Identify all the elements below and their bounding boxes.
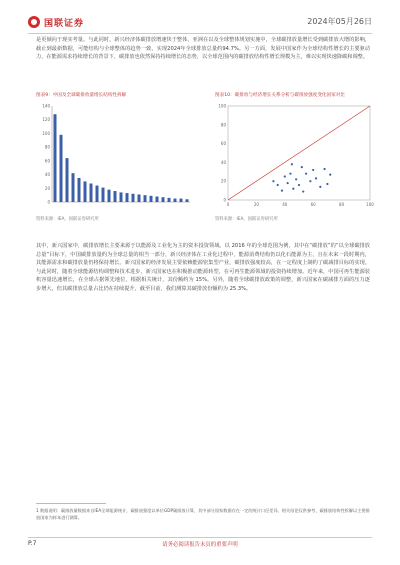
scatter-y-tick-label: 60 — [220, 141, 226, 147]
page-number: P.7 — [28, 540, 37, 547]
scatter-x-tick-label: 100 — [366, 202, 374, 207]
bar-y-tick-label: 0 — [47, 199, 50, 205]
scatter-x-tick-label: 60 — [310, 202, 316, 207]
bar-mark — [54, 114, 57, 202]
bar-mark — [96, 186, 99, 202]
scatter-x-tick-label: 20 — [253, 202, 259, 207]
scatter-point — [319, 186, 321, 188]
figure-left-title: 图表9：中国及全球碳排放量增长结构性拆解 — [36, 93, 127, 98]
scatter-y-tick-label: 0 — [223, 197, 226, 203]
bar-mark — [60, 135, 63, 202]
bar-mark — [138, 194, 141, 202]
scatter-point — [289, 173, 291, 175]
brand-logo — [28, 14, 84, 30]
bar-mark — [114, 191, 117, 202]
bar-mark — [120, 192, 123, 202]
scatter-x-tick-label: 0 — [226, 202, 230, 207]
scatter-point — [272, 180, 274, 182]
scatter-point — [302, 190, 304, 192]
scatter-y-tick-label: 20 — [220, 178, 226, 184]
bar-mark — [156, 197, 159, 202]
scatter-point — [277, 184, 279, 186]
report-date: 2024年05月26日 — [307, 17, 372, 26]
footnote-divider — [36, 503, 106, 504]
body-paragraph-1: 是更倾向于现实考量。与此同时，新兴经济体碳排放增速快于整体，亚洲在以及全球整体规划实施中，全球碳排放量增长受到碳排放大增的影响，截止到最新数据，可能结构与全球整体的趋势一致，实现2024年全球排放总量约94.7%。另一方面，发展中国家作为全球结构性增长的主要驱动力，在能源需求持续增长的背景下，碳排放也依然保持持续增长的态势，以全球范围内的碳排放结构性增长规模为主，难以实现快速降碳和调整。 — [36, 37, 370, 61]
scatter-y-tick-label: 100 — [218, 103, 226, 109]
scatter-point — [305, 173, 307, 175]
bar-y-tick-label: 100 — [42, 130, 50, 136]
body-paragraph-2: 其中，新兴国家中，碳排放增长主要来源于以能源及工业化为主的资本投资领域。以 2016 年的全球范围为例，其中在“碳排放”的“以全球碳排放总量”目标下，中国碳排放量约为全球总量的相当一部分，新兴经济体在工业化过程中，能源消费结构仍以化石能源为主，且在未来一段时期内，其能源需求和碳排放量仍将保持增长。新兴国家的经济发展主要依赖能源密集型产业，碳排放强度较高，在一定程度上制约了碳减排目标的实现。与此同时，随着全球能源结构调整和技术进步，新兴国家也在积极推动能源转型，在可再生能源领域的投资持续增加。近年来，中国可再生能源装机容量迅速增长，在全球占据领先地位，根据相关统计，其份额约为 15%。另外，随着全球碳排放政策的调整，新兴国家在碳减排方面的压力逐步增大，但其碳排放总量占比仍在持续提升，截至目前，我们测算其碳排放份额约为 25.3%。 — [36, 243, 370, 292]
bar-y-tick-label: 80 — [44, 144, 50, 150]
scatter-chart — [212, 100, 376, 212]
scatter-x-tick-label: 80 — [339, 202, 345, 207]
scatter-point — [295, 178, 297, 180]
bar-mark — [90, 183, 93, 202]
bar-mark — [144, 195, 147, 202]
bar-y-tick-label: 20 — [44, 185, 50, 191]
scatter-point — [287, 182, 289, 184]
bar-mark — [84, 181, 87, 202]
header-divider — [28, 33, 372, 34]
scatter-point — [298, 184, 300, 186]
scatter-point — [312, 169, 314, 171]
bar-mark — [108, 190, 111, 202]
bar-mark — [186, 199, 189, 202]
brand-logo-icon — [28, 16, 40, 28]
bar-chart — [36, 100, 196, 212]
bar-mark — [102, 188, 105, 202]
bar-mark — [78, 178, 81, 202]
scatter-point — [315, 177, 317, 179]
footer-divider — [28, 537, 372, 538]
bar-mark — [150, 196, 153, 202]
bar-mark — [66, 158, 69, 202]
scatter-y-tick-label: 80 — [220, 122, 226, 128]
bar-mark — [132, 194, 135, 202]
scatter-y-tick-label: 40 — [220, 159, 226, 165]
bar-mark — [174, 199, 177, 202]
scatter-point — [292, 188, 294, 190]
bar-y-tick-label: 40 — [44, 172, 50, 178]
scatter-point — [323, 168, 325, 170]
bar-y-tick-label: 60 — [44, 158, 50, 164]
bar-mark — [126, 193, 129, 202]
bar-y-tick-label: 140 — [42, 103, 50, 109]
scatter-x-tick-label: 40 — [282, 202, 288, 207]
scatter-point — [284, 175, 286, 177]
footer-disclaimer: 请务必阅读报告末页的重要声明 — [162, 542, 238, 548]
bar-mark — [162, 197, 165, 202]
figure-right-source: 资料来源：IEA，国联证券研究所 — [215, 217, 278, 222]
figure-right-title: 图表10：碳排放与经济增长关系分析与碳排放强度变化国家对比 — [215, 93, 345, 98]
scatter-point — [301, 166, 303, 168]
scatter-point — [281, 190, 283, 192]
scatter-point — [309, 180, 311, 182]
bar-mark — [180, 199, 183, 202]
scatter-point — [291, 163, 293, 165]
figure-left-source: 资料来源：IEA，国联证券研究所 — [36, 217, 99, 222]
bar-y-tick-label: 120 — [42, 117, 50, 123]
scatter-point — [329, 174, 331, 176]
brand-name: 国联证券 — [44, 18, 85, 29]
bar-mark — [72, 173, 75, 202]
scatter-point — [326, 183, 328, 185]
bar-mark — [168, 198, 171, 202]
footnote: 1 数据说明：碳排放量数据来自IEA全球能源统计，碳排放强度以单位GDP碳排放计算，其中部分国家数据存在一定的统计口径差异，相关结论仅供参考，碳排放结构性拆解以主要排放国家为样本进行测算。 — [36, 508, 370, 520]
